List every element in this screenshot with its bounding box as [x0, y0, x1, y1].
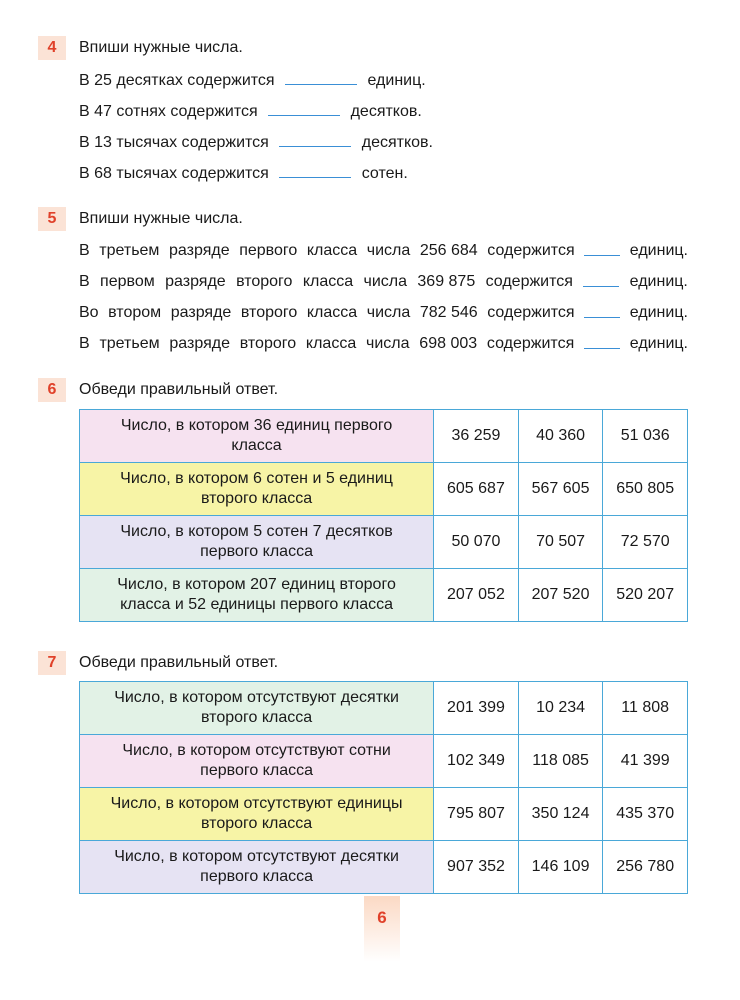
line-number: 782 546 — [419, 304, 478, 321]
answer-option[interactable]: 102 349 — [434, 735, 519, 788]
line-word: В — [79, 273, 90, 290]
description-line: Число, в котором отсутствуют сотни — [122, 742, 391, 759]
line-word: класса — [305, 335, 357, 352]
line-word: числа — [363, 273, 408, 290]
answer-option[interactable]: 256 780 — [603, 841, 688, 894]
answer-option[interactable]: 520 207 — [603, 569, 688, 622]
description-line: Число, в котором 5 сотен 7 десятков — [120, 523, 393, 540]
description-line: второго класса — [201, 709, 313, 726]
line-word: первого — [239, 242, 298, 259]
answer-option[interactable]: 350 124 — [518, 788, 603, 841]
table-row — [80, 516, 688, 569]
line-word: втором — [108, 304, 162, 321]
answer-option[interactable]: 146 109 — [518, 841, 603, 894]
answer-option[interactable]: 41 399 — [603, 735, 688, 788]
answer-blank[interactable] — [584, 334, 620, 349]
line-word: Во — [79, 304, 99, 321]
answer-option[interactable]: 51 036 — [603, 410, 688, 463]
task-line — [79, 334, 688, 354]
answer-blank[interactable] — [279, 132, 351, 147]
row-description — [80, 788, 434, 841]
line-word: класса — [302, 273, 354, 290]
answer-option[interactable]: 207 520 — [518, 569, 603, 622]
task-number-badge: 6 — [38, 378, 66, 402]
description-line: класса и 52 единицы первого класса — [120, 596, 393, 613]
answer-option[interactable]: 650 805 — [603, 463, 688, 516]
task-title: Впиши нужные числа. — [79, 210, 243, 227]
answer-blank[interactable] — [279, 163, 351, 178]
answer-blank[interactable] — [285, 70, 357, 85]
line-word: содержится — [485, 273, 573, 290]
task-number-badge: 4 — [38, 36, 66, 60]
table-row — [80, 735, 688, 788]
line-word: второго — [236, 273, 293, 290]
table-row — [80, 463, 688, 516]
task-line — [79, 163, 408, 184]
table-row — [80, 841, 688, 894]
line-word: В — [79, 335, 90, 352]
description-line: класса — [231, 437, 282, 454]
line-word: третьем — [99, 335, 160, 352]
answer-option[interactable]: 907 352 — [434, 841, 519, 894]
description-line: второго класса — [201, 815, 313, 832]
line-word: числа — [366, 304, 411, 321]
line-word: разряде — [169, 335, 230, 352]
page-number: 6 — [377, 908, 387, 927]
line-text: сотен. — [361, 165, 408, 182]
answer-option[interactable]: 70 507 — [518, 516, 603, 569]
line-number: 369 875 — [417, 273, 476, 290]
description-line: Число, в котором 6 сотен и 5 единиц — [120, 470, 393, 487]
line-word: третьем — [99, 242, 160, 259]
answer-option[interactable]: 207 052 — [434, 569, 519, 622]
line-text: В 25 десятках содержится — [79, 72, 275, 89]
task-title: Впиши нужные числа. — [79, 39, 243, 56]
line-word: класса — [306, 242, 358, 259]
line-word: единиц. — [629, 273, 688, 290]
line-word: единиц. — [629, 335, 688, 352]
answer-table — [79, 409, 688, 622]
answer-table — [79, 681, 688, 894]
row-description — [80, 682, 434, 735]
row-description — [80, 569, 434, 622]
answer-blank[interactable] — [584, 241, 620, 256]
description-line: Число, в котором отсутствуют единицы — [110, 795, 403, 812]
line-word: содержится — [486, 335, 575, 352]
description-line: Число, в котором отсутствуют десятки — [114, 689, 399, 706]
task-title: Обведи правильный ответ. — [79, 654, 279, 671]
line-text: В 47 сотнях содержится — [79, 103, 258, 120]
line-word: разряде — [170, 304, 232, 321]
line-number: 698 003 — [419, 335, 478, 352]
line-word: единиц. — [629, 242, 688, 259]
description-line: Число, в котором 36 единиц первого — [120, 417, 393, 434]
line-number: 256 684 — [419, 242, 478, 259]
table-row — [80, 410, 688, 463]
answer-blank[interactable] — [268, 101, 340, 116]
task-number-badge: 7 — [38, 651, 66, 675]
line-word: содержится — [487, 304, 575, 321]
description-line: второго класса — [200, 490, 313, 507]
task-number-badge: 5 — [38, 207, 66, 231]
answer-blank[interactable] — [584, 303, 620, 318]
task-line — [79, 70, 426, 91]
answer-option[interactable]: 11 808 — [603, 682, 688, 735]
answer-option[interactable]: 605 687 — [434, 463, 519, 516]
answer-option[interactable]: 201 399 — [434, 682, 519, 735]
line-text: единиц. — [367, 72, 426, 89]
line-word: второго — [239, 335, 297, 352]
line-word: В — [79, 242, 90, 259]
answer-option[interactable]: 72 570 — [603, 516, 688, 569]
line-word: числа — [366, 242, 411, 259]
row-description — [80, 841, 434, 894]
task-line — [79, 101, 422, 122]
table-row — [80, 569, 688, 622]
row-description — [80, 516, 434, 569]
line-text: В 13 тысячах содержится — [79, 134, 269, 151]
answer-option[interactable]: 40 360 — [518, 410, 603, 463]
line-word: разряде — [165, 273, 226, 290]
description-line: первого класса — [200, 868, 313, 885]
row-description — [80, 735, 434, 788]
answer-option[interactable]: 50 070 — [434, 516, 519, 569]
answer-option[interactable]: 118 085 — [518, 735, 603, 788]
description-line: Число, в котором отсутствуют десятки — [114, 848, 399, 865]
answer-option[interactable]: 36 259 — [434, 410, 519, 463]
row-description — [80, 410, 434, 463]
task-line — [79, 272, 688, 292]
line-text: десятков. — [350, 103, 422, 120]
answer-option[interactable]: 567 605 — [518, 463, 603, 516]
answer-option[interactable]: 435 370 — [603, 788, 688, 841]
task-title: Обведи правильный ответ. — [79, 381, 279, 398]
line-word: первом — [100, 273, 155, 290]
task-line — [79, 241, 688, 261]
line-text: десятков. — [361, 134, 433, 151]
row-description — [80, 463, 434, 516]
task-line — [79, 132, 433, 153]
description-line: первого класса — [200, 762, 313, 779]
line-word: класса — [306, 304, 358, 321]
answer-option[interactable]: 795 807 — [434, 788, 519, 841]
line-text: В 68 тысячах содержится — [79, 165, 269, 182]
description-line: первого класса — [200, 543, 313, 560]
line-word: второго — [240, 304, 298, 321]
answer-option[interactable]: 10 234 — [518, 682, 603, 735]
task-line — [79, 303, 688, 323]
page-number-tab — [364, 896, 400, 962]
table-row — [80, 682, 688, 735]
description-line: Число, в котором 207 единиц второго — [117, 576, 396, 593]
line-word: разряде — [169, 242, 230, 259]
line-word: числа — [366, 335, 410, 352]
line-word: содержится — [487, 242, 575, 259]
answer-blank[interactable] — [583, 272, 619, 287]
table-row — [80, 788, 688, 841]
line-word: единиц. — [629, 304, 688, 321]
